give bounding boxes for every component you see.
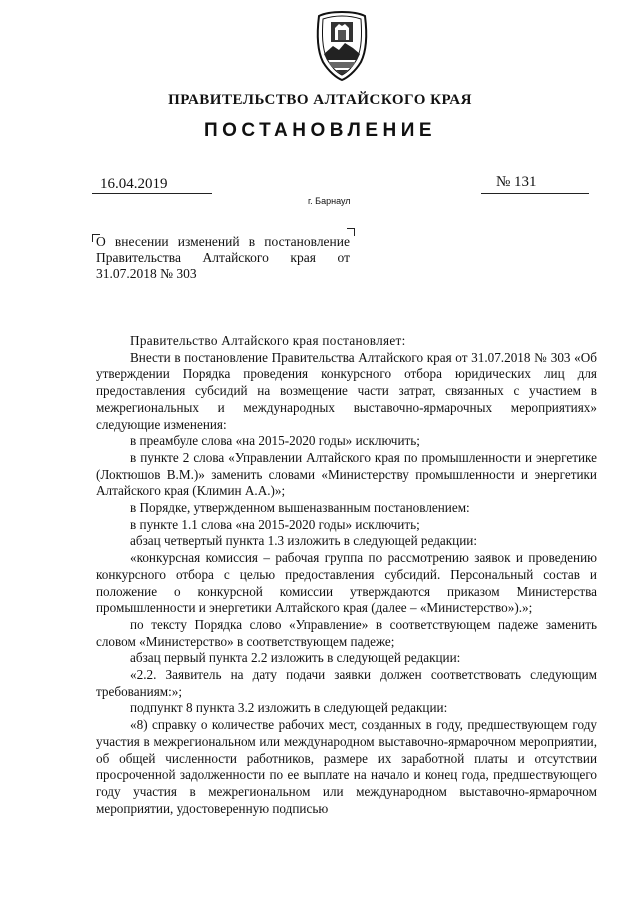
body-paragraph: подпункт 8 пункта 3.2 изложить в следующей редакции:: [130, 700, 448, 716]
body-paragraph: в пункте 1.1 слова «на 2015-2020 годы» исключить;: [130, 516, 420, 532]
body-paragraph: абзац четвертый пункта 1.3 изложить в следующей редакции:: [130, 533, 478, 549]
body-paragraph: в пункте 2 слова «Управлении Алтайского края по промышленности и энергетике (Локтюшов В.М.)» заменить словами «Министерству промышленности и энергетики Алтайского края (Климин А.А.)»;: [96, 449, 597, 499]
document-body: [96, 333, 597, 817]
body-paragraph: «конкурсная комиссия – рабочая группа по рассмотрению заявок и проведению конкурсного отбора с целью предоставления субсидий. Персональный состав и положение о конкурсной комиссии утверждаются приказом Министерства промышленности и энергетики Алтайского края (далее – «Министерство»).»;: [96, 550, 597, 616]
document-type: ПОСТАНОВЛЕНИЕ: [203, 120, 437, 141]
body-paragraph: по тексту Порядка слово «Управление» в соответствующем падеже заменить словом «Министерство» в соответствующем падеже;: [96, 616, 597, 649]
government-name: ПРАВИТЕЛЬСТВО АЛТАЙСКОГО КРАЯ: [168, 92, 472, 108]
number-underline: [481, 193, 589, 194]
body-paragraph: абзац первый пункта 2.2 изложить в следующей редакции:: [130, 650, 461, 666]
document-subject: О внесении изменений в постановление Правительства Алтайского края от 31.07.2018 № 303: [96, 234, 350, 281]
coat-of-arms-icon: [311, 10, 373, 82]
body-paragraph: Правительство Алтайского края постановляет:: [130, 333, 406, 348]
city-name: г. Барнаул: [308, 196, 351, 206]
body-paragraph: «8) справку о количестве рабочих мест, созданных в году, предшествующем году участия в межрегиональном или международном выставочно-ярмарочном мероприятии, об общей численности работников, размере их заработной платы и отсутствии просроченной задолженности по ее выплате на начало и конец года, предшествующего году участия в межрегиональном или международном выставочно-ярмарочном мероприятии, удостоверенную подписью: [96, 717, 597, 816]
body-paragraph: в Порядке, утвержденном вышеназванным постановлением:: [130, 500, 470, 516]
date-underline: [92, 193, 212, 194]
document-number: № 131: [496, 174, 537, 190]
document-date: 16.04.2019: [100, 176, 168, 192]
body-paragraph: в преамбуле слова «на 2015-2020 годы» исключить;: [130, 433, 420, 449]
body-paragraph: Внести в постановление Правительства Алтайского края от 31.07.2018 № 303 «Об утверждении Порядка проведения конкурсного отбора юридических лиц для предоставления субсидий на возмещение части затрат, связанных с участием в межрегиональных и международных выставочно-ярмарочных мероприятиях» следующие изменения:: [96, 349, 597, 432]
body-paragraph: «2.2. Заявитель на дату подачи заявки должен соответствовать следующим требованиям:»;: [96, 667, 597, 699]
